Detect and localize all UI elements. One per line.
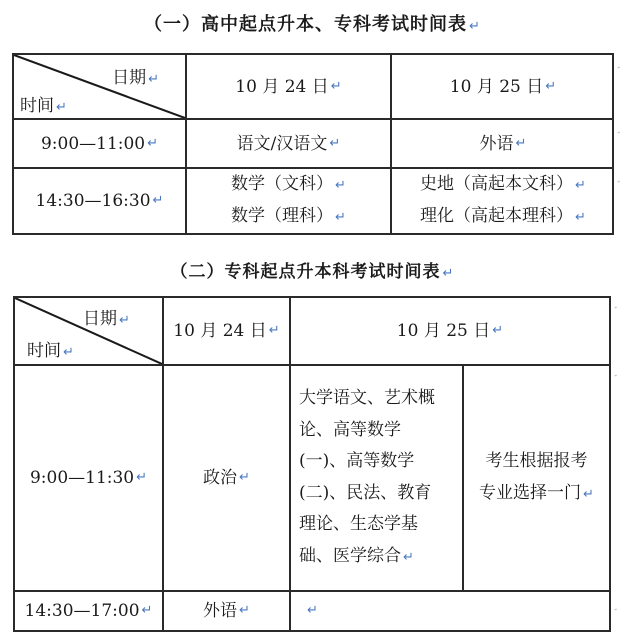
table2-row1-time: 9:00—11:30 ↵	[15, 366, 162, 590]
paragraph-mark-icon: ↵	[545, 78, 557, 94]
table1-header-day2: 10 月 25 日 ↵	[392, 55, 614, 118]
corner-date-label: 日期 ↵	[112, 68, 159, 88]
table1-header-day1: 10 月 24 日 ↵	[187, 55, 390, 118]
paragraph-mark-icon: ↵	[575, 210, 586, 225]
paragraph-mark-icon: ↵	[492, 323, 504, 338]
table1	[12, 53, 614, 235]
paragraph-mark-icon: ↵	[148, 72, 159, 87]
corner-date-label: 日期 ↵	[83, 309, 130, 329]
table2-row2-day1: 外语 ↵	[164, 592, 289, 630]
table1-row1-day2: 外语 ↵	[392, 120, 614, 167]
paragraph-mark-icon: ↵	[239, 470, 250, 485]
paragraph-mark-icon: ↵	[583, 487, 594, 502]
paragraph-mark-icon: ↵	[335, 178, 346, 193]
paragraph-mark-icon: ↵	[335, 210, 346, 225]
paragraph-mark-icon: ↵	[152, 193, 164, 208]
table1-title-text: （一）高中起点升本、专科考试时间表	[144, 14, 468, 35]
table1-row2-day1: 数学（文科） ↵ 数学（理科） ↵	[231, 174, 346, 226]
table2-row1-day1: 政治 ↵	[164, 366, 289, 590]
table2-corner-cell	[15, 298, 162, 364]
row-end-mark: ˼	[617, 124, 620, 134]
paragraph-mark-icon: ↵	[147, 135, 159, 151]
paragraph-mark-icon: ↵	[119, 313, 130, 328]
table1-corner-cell	[14, 55, 185, 118]
table1-title	[0, 10, 625, 36]
corner-time-label: 时间 ↵	[20, 96, 67, 116]
table2-row1-day2-note: 考生根据报考 专业选择一门 ↵	[479, 451, 594, 503]
row-end-mark: ˼	[614, 299, 617, 309]
paragraph-mark-icon: ↵	[141, 603, 153, 618]
paragraph-mark-icon: ↵	[63, 345, 74, 360]
paragraph-mark-icon: ↵	[330, 78, 342, 94]
row-end-mark: ˼	[617, 59, 620, 69]
paragraph-mark-icon: ↵	[329, 135, 341, 151]
table1-row1-time: 9:00—11:00 ↵	[14, 120, 185, 167]
table1-row2-day2: 史地（高起本文科） ↵ 理化（高起本理科） ↵	[420, 174, 586, 226]
row-end-mark: ˼	[617, 173, 620, 183]
table2-title-text: （二）专科起点升本科考试时间表	[170, 262, 441, 282]
paragraph-mark-icon: ↵	[56, 100, 67, 115]
paragraph-mark-icon: ↵	[442, 266, 455, 281]
row-end-mark: ˼	[614, 601, 617, 611]
table1-row2-time: 14:30—16:30 ↵	[14, 169, 185, 233]
table2-title	[0, 257, 625, 282]
table2-header-day1: 10 月 24 日 ↵	[164, 298, 289, 364]
table2-row2-day2	[305, 592, 605, 630]
paragraph-mark-icon: ↵	[515, 135, 527, 151]
row-end-mark: ˼	[614, 367, 617, 377]
paragraph-mark-icon: ↵	[268, 323, 280, 338]
table2	[13, 296, 611, 632]
table2-header-day2: 10 月 25 日 ↵	[291, 298, 609, 364]
paragraph-mark-icon: ↵	[239, 603, 250, 618]
paragraph-mark-icon: ↵	[136, 470, 148, 485]
paragraph-mark-icon: ↵	[307, 603, 318, 618]
paragraph-mark-icon: ↵	[575, 178, 586, 193]
paragraph-mark-icon: ↵	[469, 19, 481, 34]
table2-row1-day2-subjects: 大学语文、艺术概 论、高等数学 (一)、高等数学 (二)、民法、教育 理论、生态学基 础、医学综合 ↵	[299, 388, 435, 566]
table2-row2-time: 14:30—17:00 ↵	[15, 592, 162, 630]
paragraph-mark-icon: ↵	[403, 549, 414, 565]
corner-time-label: 时间 ↵	[27, 341, 74, 361]
table1-row1-day1: 语文/汉语文 ↵	[187, 120, 390, 167]
